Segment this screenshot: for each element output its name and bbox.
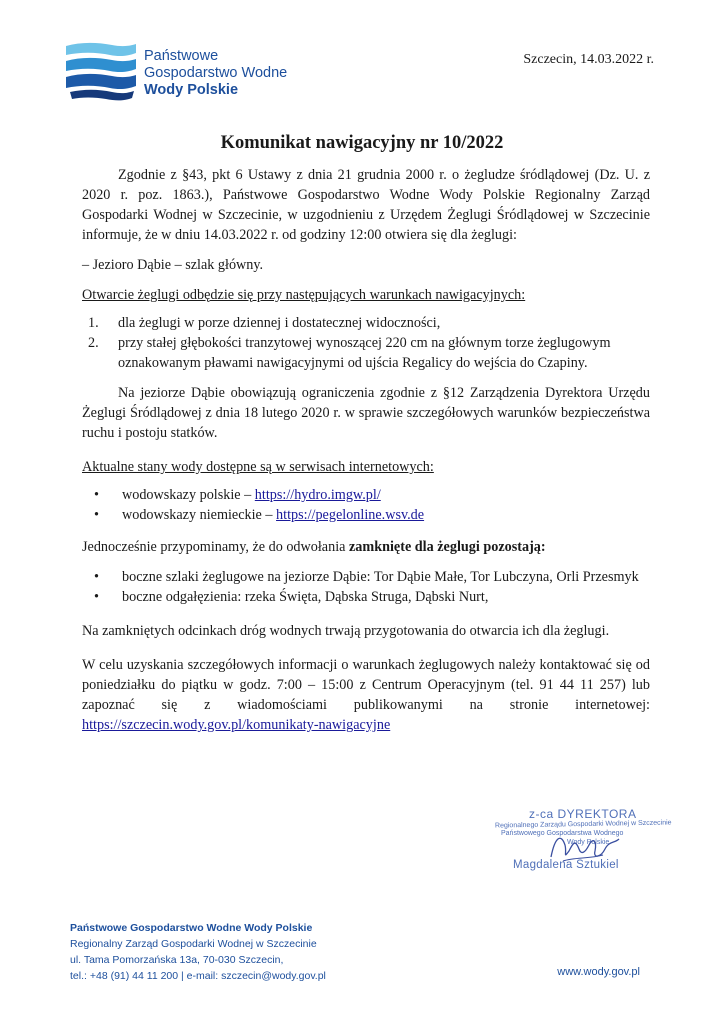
list-item — [88, 587, 650, 607]
footer-line-2: Regionalny Zarząd Gospodarki Wodnej w Szczecinie — [70, 938, 317, 950]
hydro-imgw-link[interactable]: https://hydro.imgw.pl/ — [254, 487, 381, 503]
komunikaty-link[interactable]: https://szczecin.wody.gov.pl/komunikaty-nawigacyjne — [82, 717, 391, 733]
list-item — [88, 567, 650, 587]
list-label: wodowskazy polskie – — [122, 487, 255, 503]
pegelonline-link[interactable]: https://pegelonline.wsv.de — [276, 507, 425, 523]
list-item — [88, 333, 650, 373]
list-text: dla żeglugi w porze dziennej i dostatecznej widoczności, — [118, 315, 441, 331]
list-label: wodowskazy niemieckie – — [122, 507, 277, 523]
contact-text: W celu uzyskania szczegółowych informacji o warunkach żeglugowych należy kontaktować się od poniedziałku do piątku w godz. 7:00 – 15:00 z Centrum Operacyjnym (tel. 91 44 11 257) lub zapoznać się z wiadomościami publikowanymi na stronie internetowej: — [82, 657, 650, 713]
stamp-title: z-ca DYREKTORA — [529, 807, 637, 821]
list-item — [88, 505, 650, 525]
logo-line-1: Państwowe — [144, 48, 219, 64]
bullet: • — [94, 569, 99, 585]
preparation-paragraph: Na zamkniętych odcinkach dróg wodnych trwają przygotowania do otwarcia ich dla żeglugi. — [82, 623, 610, 639]
list-text: boczne szlaki żeglugowe na jeziorze Dąbie: Tor Dąbie Małe, Tor Lubczyna, Orli Przesmyk — [122, 569, 639, 585]
list-text: boczne odgałęzienia: rzeka Święta, Dąbska Struga, Dąbski Nurt, — [122, 589, 489, 605]
logo-line-2: Gospodarstwo Wodne — [144, 65, 288, 81]
footer-line-4: tel.: +48 (91) 44 11 200 | e-mail: szczecin@wody.gov.pl — [70, 970, 326, 982]
stamp-line-3: Państwowego Gospodarstwa Wodnego — [501, 830, 624, 837]
route-line: – Jezioro Dąbie – szlak główny. — [82, 257, 264, 273]
document-title: Komunikat nawigacyjny nr 10/2022 — [220, 133, 504, 153]
closed-lead — [82, 537, 650, 557]
closed-list — [88, 567, 650, 607]
footer-address — [70, 920, 326, 984]
closed-lead-bold: zamknięte dla żeglugi pozostają: — [348, 539, 546, 555]
logo-line-3: Wody Polskie — [144, 82, 239, 98]
footer-line-1: Państwowe Gospodarstwo Wodne Wody Polskie — [70, 922, 313, 934]
list-text: przy stałej głębokości tranzytowej wynoszącej 220 cm na głównym torze żeglugowym oznakowanym pławami nawigacyjnymi od ujścia Regalicy do wejścia do Czapiny. — [118, 335, 611, 371]
footer-line-3: ul. Tama Pomorzańska 13a, 70-030 Szczecin, — [70, 954, 284, 966]
list-number: 1. — [88, 315, 99, 331]
list-number: 2. — [88, 335, 99, 351]
conditions-heading: Otwarcie żeglugi odbędzie się przy następujących warunkach nawigacyjnych: — [82, 287, 526, 303]
document-date: Szczecin, 14.03.2022 r. — [523, 52, 654, 67]
intro-paragraph: Zgodnie z §43, pkt 6 Ustawy z dnia 21 grudnia 2000 r. o żegludze śródlądowej (Dz. U. z 2020 r. poz. 1863.), Państwowe Gospodarstwo Wodne Wody Polskie Regionalny Zarząd Gospodarki Wodnej w Szczecinie, w uzgodnieniu z Urzędem Żeglugi Śródlądowej w Szczecinie informuje, że w dniu 14.03.2022 r. od godziny 12:00 otwiera się dla żeglugi: — [82, 167, 650, 243]
contact-paragraph — [82, 655, 650, 735]
footer-website[interactable]: www.wody.gov.pl — [557, 966, 640, 978]
stamp-line-2: Regionalnego Zarządu Gospodarki Wodnej w Szczecinie — [494, 819, 672, 830]
restrictions-paragraph: Na jeziorze Dąbie obowiązują ograniczenia zgodnie z §12 Zarządzenia Dyrektora Urzędu Żeglugi Śródlądowej z dnia 18 lutego 2020 r. w sprawie szczegółowych warunków bezpieczeństwa ruchu i postoju statków. — [82, 385, 650, 441]
document-body — [82, 165, 650, 735]
stamp-name: Magdalena Sztukiel — [513, 859, 619, 871]
logo-wordmark — [144, 48, 287, 99]
water-levels-heading: Aktualne stany wody dostępne są w serwisach internetowych: — [82, 459, 434, 475]
bullet: • — [94, 487, 99, 503]
list-item — [88, 485, 650, 505]
bullet: • — [94, 507, 99, 523]
signature-stamp — [485, 807, 672, 887]
water-levels-list — [88, 485, 650, 525]
closed-lead-text: Jednocześnie przypominamy, że do odwołania — [82, 539, 349, 555]
bullet: • — [94, 589, 99, 605]
conditions-list — [88, 313, 650, 373]
wody-polskie-logo — [66, 42, 136, 102]
list-item — [88, 313, 650, 333]
stamp-line-4: Wody Polskie — [567, 839, 610, 846]
